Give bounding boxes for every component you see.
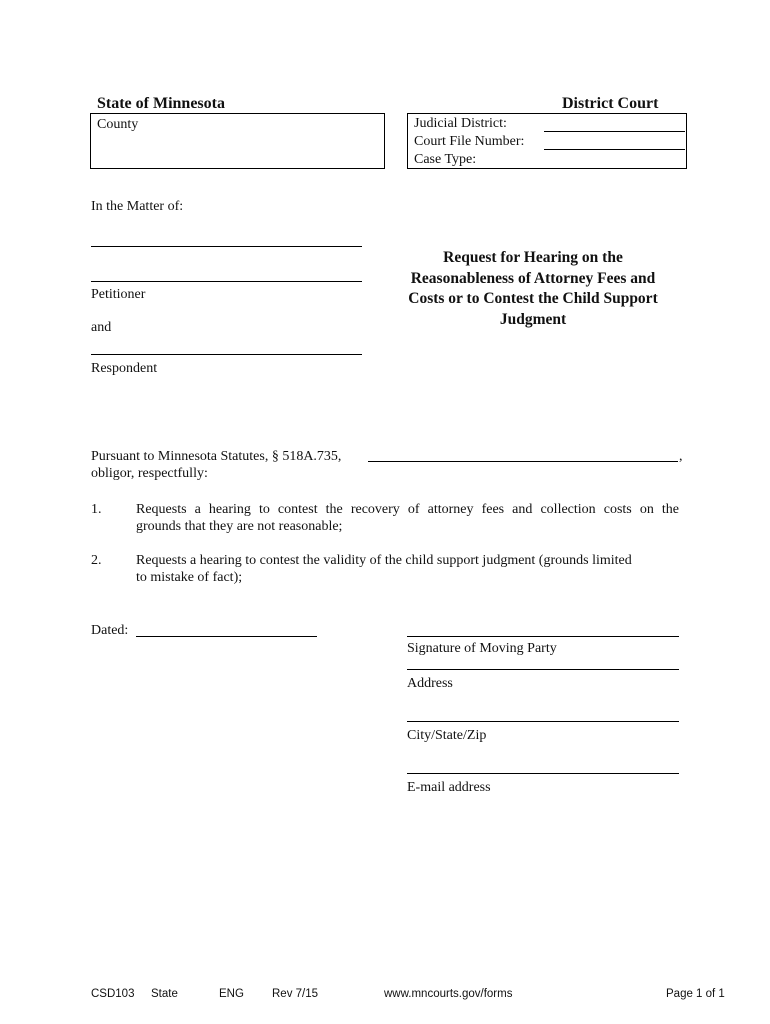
item-2-line-1: Requests a hearing to contest the validity of the child support judgment (grounds limited	[136, 553, 632, 568]
email-label: E-mail address	[407, 780, 491, 795]
item-2-line-2: to mistake of fact);	[136, 570, 243, 585]
pursuant-comma: ,	[679, 449, 683, 464]
case-info-box	[407, 113, 687, 169]
state-heading: State of Minnesota	[97, 95, 225, 112]
form-title-line-2: Reasonableness of Attorney Fees and	[410, 269, 656, 287]
footer-page-number: Page 1 of 1	[666, 988, 725, 1000]
petitioner-name-line[interactable]	[91, 281, 362, 282]
matter-name-line-1[interactable]	[91, 246, 362, 247]
footer-language: ENG	[219, 988, 244, 1000]
case-type-label: Case Type:	[414, 152, 477, 167]
court-heading: District Court	[562, 95, 659, 112]
respondent-name-line[interactable]	[91, 354, 362, 355]
respondent-label: Respondent	[91, 361, 158, 376]
form-title-line-3: Costs or to Contest the Child Support	[408, 290, 658, 307]
obligor-name-line[interactable]	[368, 461, 678, 462]
footer-revision: Rev 7/15	[272, 988, 319, 1000]
footer-form-id: CSD103	[91, 988, 135, 1000]
form-title-line-4: Judgment	[499, 310, 567, 328]
address-label: Address	[407, 676, 453, 691]
item-1-line-2: grounds that they are not reasonable;	[136, 519, 343, 534]
court-file-number-field[interactable]	[544, 149, 685, 150]
county-box[interactable]	[90, 113, 385, 169]
item-1-line-1: Requests a hearing to contest the recovery of attorney fees and collection costs on the	[136, 502, 679, 517]
petitioner-label: Petitioner	[91, 287, 146, 302]
item-1-number: 1.	[91, 502, 102, 517]
judicial-district-label: Judicial District:	[414, 116, 507, 131]
signature-line[interactable]	[407, 636, 679, 637]
and-label: and	[91, 320, 112, 335]
signature-label: Signature of Moving Party	[407, 641, 557, 656]
city-state-zip-line[interactable]	[407, 721, 679, 722]
judicial-district-field[interactable]	[544, 131, 685, 132]
court-file-number-label: Court File Number:	[414, 134, 525, 149]
dated-field[interactable]	[136, 636, 317, 637]
in-the-matter-of-label: In the Matter of:	[91, 199, 184, 214]
form-title-line-1: Request for Hearing on the	[443, 249, 623, 266]
footer-jurisdiction: State	[151, 988, 178, 1000]
obligor-text: obligor, respectfully:	[91, 466, 208, 481]
city-state-zip-label: City/State/Zip	[407, 728, 487, 743]
county-label: County	[97, 117, 139, 132]
dated-label: Dated:	[91, 623, 129, 638]
form-title	[385, 248, 681, 330]
item-2-number: 2.	[91, 553, 102, 568]
address-line[interactable]	[407, 669, 679, 670]
email-line[interactable]	[407, 773, 679, 774]
pursuant-text: Pursuant to Minnesota Statutes, § 518A.735,	[91, 449, 342, 464]
footer-website[interactable]: www.mncourts.gov/forms	[384, 988, 513, 1000]
